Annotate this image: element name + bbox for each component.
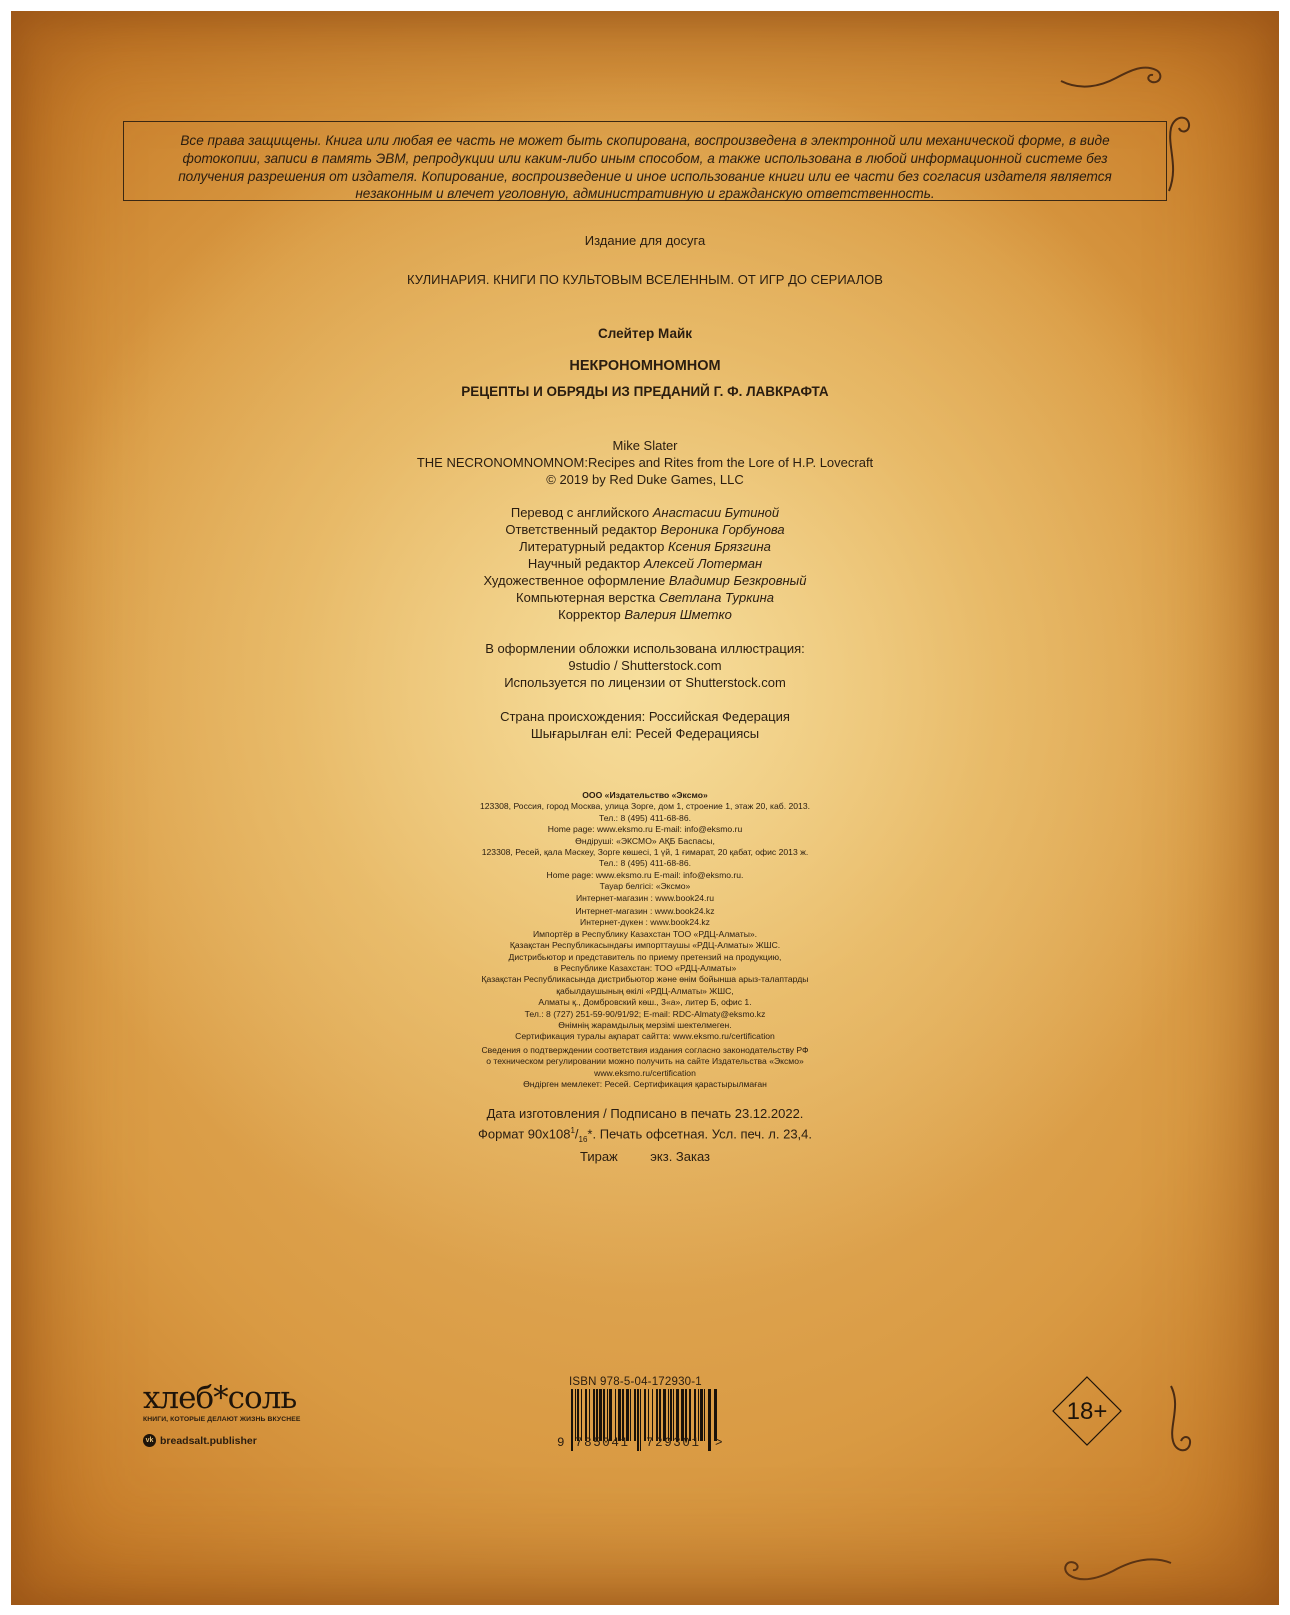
credit-role: Компьютерная верстка bbox=[516, 590, 656, 605]
barcode-bar bbox=[577, 1389, 579, 1441]
publisher-block-2 bbox=[11, 906, 1279, 1043]
barcode-bar bbox=[644, 1389, 646, 1441]
credit-row bbox=[11, 555, 1279, 572]
publisher-line: Home page: www.eksmo.ru E-mail: info@eksmo.ru bbox=[547, 824, 743, 835]
publisher-line: Қазақстан Республикасындағы импорттаушы «РДЦ-Алматы» ЖШС. bbox=[509, 940, 781, 951]
publisher-line: Алматы қ., Домбровский көш., 3«а», литер Б, офис 1. bbox=[538, 997, 752, 1008]
print-date: Дата изготовления / Подписано в печать 23.12.2022. bbox=[486, 1106, 804, 1121]
credit-row bbox=[11, 521, 1279, 538]
flourish-top-right-icon bbox=[1056, 56, 1166, 96]
barcode-bar bbox=[618, 1389, 621, 1441]
publisher-line: Дистрибьютор и представитель по приему претензий на продукцию, bbox=[508, 951, 782, 962]
publisher-block-3 bbox=[11, 1045, 1279, 1091]
publisher-line: Тел.: 8 (727) 251-59-90/91/92; E-mail: RDC-Almaty@eksmo.kz bbox=[524, 1008, 766, 1019]
book-title-ru: НЕКРОНОМНОМНОМ bbox=[569, 358, 721, 374]
barcode-bar bbox=[596, 1389, 598, 1441]
credit-row bbox=[11, 504, 1279, 521]
barcode-bar bbox=[673, 1389, 674, 1441]
print-info bbox=[11, 1105, 1279, 1165]
publisher-line: 123308, Ресей, қала Мәскеу, Зорге көшесі, 1 үй, 1 ғимарат, 20 қабат, офис 2013 ж. bbox=[481, 847, 809, 858]
barcode-bar bbox=[615, 1389, 616, 1441]
credit-role: Ответственный редактор bbox=[505, 522, 657, 537]
publisher-line: Тел.: 8 (495) 411-68-86. bbox=[599, 812, 691, 823]
credit-person: Валерия Шметко bbox=[624, 607, 732, 622]
copyright-notice-line: Все права защищены. Книга или любая ее часть не может быть скопирована, воспроизведена в электронной или механической форме, в виде bbox=[180, 133, 1110, 148]
credit-role: Корректор bbox=[558, 607, 621, 622]
barcode-bar bbox=[676, 1389, 679, 1441]
barcode-bar bbox=[704, 1389, 705, 1441]
copyright-notice bbox=[123, 121, 1167, 201]
credit-row bbox=[11, 538, 1279, 555]
original-author: Mike Slater bbox=[612, 438, 678, 453]
logo-tagline: КНИГИ, КОТОРЫЕ ДЕЛАЮТ ЖИЗНЬ ВКУСНЕЕ bbox=[143, 1416, 301, 1423]
publisher-line: Сведения о подтверждении соответствия издания согласно законодательству РФ bbox=[481, 1045, 809, 1055]
credit-person: Светлана Туркина bbox=[658, 590, 774, 605]
barcode-bar bbox=[689, 1389, 691, 1441]
age-rating-badge bbox=[1051, 1375, 1123, 1447]
publisher-line: www.eksmo.ru/certification bbox=[594, 1067, 696, 1078]
barcode-bar bbox=[585, 1389, 587, 1441]
flourish-bottom-right-icon bbox=[1051, 1551, 1181, 1591]
barcode-bar bbox=[599, 1389, 602, 1441]
publisher-line: Импортёр в Республику Казахстан ТОО «РДЦ-Алматы». bbox=[532, 928, 758, 939]
original-copyright: © 2019 by Red Duke Games, LLC bbox=[546, 472, 744, 487]
credit-row bbox=[11, 606, 1279, 623]
cover-illustration-line: 9studio / Shutterstock.com bbox=[568, 658, 722, 673]
credit-role: Художественное оформление bbox=[483, 573, 666, 588]
publisher-line: Тел.: 8 (495) 411-68-86. bbox=[599, 858, 691, 869]
origin-info bbox=[11, 708, 1279, 742]
publisher-block-1 bbox=[11, 790, 1279, 904]
vk-icon: vk bbox=[143, 1434, 156, 1447]
barcode-bar bbox=[603, 1389, 605, 1441]
edition-type: Издание для досуга bbox=[584, 233, 706, 248]
barcode-bar bbox=[593, 1389, 595, 1441]
barcode-bar bbox=[648, 1389, 649, 1441]
barcode-bar bbox=[681, 1389, 684, 1441]
origin-line: Страна происхождения: Российская Федерация bbox=[500, 709, 790, 724]
publisher-line: Сертификация туралы ақпарат сайтта: www.eksmo.ru/certification bbox=[515, 1031, 775, 1042]
barcode-bar bbox=[652, 1389, 653, 1441]
original-title: THE NECRONOMNOMNOM:Recipes and Rites from the Lore of H.P. Lovecraft bbox=[416, 455, 874, 470]
social-handle: breadsalt.publisher bbox=[160, 1434, 257, 1447]
credit-role: Перевод с английского bbox=[510, 505, 650, 520]
origin-line: Шығарылған елі: Ресей Федерациясы bbox=[530, 726, 760, 741]
publisher-line: Home page: www.eksmo.ru E-mail: info@eksmo.ru. bbox=[546, 869, 744, 880]
credit-role: Научный редактор bbox=[527, 556, 641, 571]
credits-list bbox=[11, 504, 1279, 623]
barcode-bar bbox=[685, 1389, 687, 1441]
barcode-bar bbox=[700, 1389, 703, 1441]
copyright-notice-line: фотокопии, записи в память ЭВМ, репродукции или каким-либо иным способом, а также использована в любой информационной системе без bbox=[182, 150, 1108, 166]
publisher-line: 123308, Россия, город Москва, улица Зорге, дом 1, строение 1, этаж 20, каб. 2013. bbox=[480, 801, 810, 812]
print-format: Формат $90x108^1/_{16}*$. Печать офсетная. Усл. печ. л. 23,4. bbox=[477, 1126, 813, 1144]
cover-illustration-line: В оформлении обложки использована иллюстрация: bbox=[485, 641, 805, 656]
barcode-bar bbox=[663, 1389, 666, 1441]
barcode-bar bbox=[626, 1389, 629, 1441]
credit-person: Ксения Брязгина bbox=[667, 539, 771, 554]
logo-name: хлеб*соль bbox=[143, 1380, 297, 1416]
circulation: Тираж экз. Заказ bbox=[579, 1148, 711, 1164]
credit-person: Анастасии Бутиной bbox=[652, 505, 780, 520]
credit-person: Владимир Безкровный bbox=[668, 573, 807, 588]
publisher-logo bbox=[143, 1380, 323, 1447]
age-rating-text: 18+ bbox=[1066, 1398, 1108, 1425]
barcode-bar bbox=[607, 1389, 608, 1441]
credit-row bbox=[11, 589, 1279, 606]
isbn-number: ISBN 978-5-04-172930-1 bbox=[569, 1376, 702, 1388]
publisher-line: Өнімнің жарамдылық мерзімі шектелмеген. bbox=[558, 1020, 732, 1031]
copyright-notice-line: незаконным и влечет уголовную, административную и гражданскую ответственность. bbox=[355, 186, 935, 202]
publisher-line: Тауар белгісі: «Эксмо» bbox=[599, 881, 691, 892]
barcode-bar bbox=[581, 1389, 582, 1441]
barcode-bar bbox=[694, 1389, 696, 1441]
copyright-notice-line: получения разрешения от издателя. Копирование, воспроизведение и иное использование книги или ее части без согласия издателя является bbox=[178, 168, 1112, 184]
publisher-line: Интернет-дүкен : www.book24.kz bbox=[580, 917, 710, 928]
publisher-line: Өндірген мемлекет: Ресей. Сертификация қарастырылмаған bbox=[523, 1079, 767, 1090]
publisher-line: о техническом регулировании можно получить на сайте Издательства «Эксмо» bbox=[486, 1056, 804, 1067]
author-ru: Слейтер Майк bbox=[597, 326, 693, 341]
publisher-line: Интернет-магазин : www.book24.ru bbox=[575, 892, 715, 903]
flourish-right-lower-icon bbox=[1159, 1381, 1199, 1461]
barcode-bar bbox=[698, 1389, 699, 1441]
barcode-bar bbox=[659, 1389, 661, 1441]
publisher-line: Өндіруші: «ЭКСМО» АҚБ Баспасы, bbox=[575, 835, 715, 846]
credit-person: Вероника Горбунова bbox=[660, 522, 785, 537]
barcode-bar bbox=[609, 1389, 612, 1441]
copyright-page bbox=[11, 11, 1279, 1605]
barcode-bar bbox=[668, 1389, 669, 1441]
publisher-line: қабылдаушының өкілі «РДЦ-Алматы» ЖШС, bbox=[556, 985, 734, 996]
publisher-line: Интернет-магазин : www.book24.kz bbox=[575, 906, 715, 916]
credit-person: Алексей Лотерман bbox=[643, 556, 763, 571]
publisher-line: Қазақстан Республикасында дистрибьютор және өнім бойынша арыз-талаптарды bbox=[481, 974, 809, 985]
cover-illustration-line: Используется по лицензии от Shutterstock.com bbox=[504, 675, 786, 690]
publisher-name: ООО «Издательство «Эксмо» bbox=[582, 790, 708, 800]
barcode-bar bbox=[670, 1389, 672, 1441]
barcode-bar bbox=[589, 1389, 590, 1441]
barcode-bar bbox=[575, 1389, 576, 1441]
credit-role: Литературный редактор bbox=[519, 539, 665, 554]
series-title: КУЛИНАРИЯ. КНИГИ ПО КУЛЬТОВЫМ ВСЕЛЕННЫМ. ОТ ИГР ДО СЕРИАЛОВ bbox=[407, 272, 883, 287]
publisher-line: в Республике Казахстан: ТОО «РДЦ-Алматы» bbox=[553, 963, 737, 974]
cover-illustration-info bbox=[11, 640, 1279, 691]
isbn-barcode bbox=[557, 1376, 723, 1450]
barcode-bar bbox=[714, 1389, 717, 1441]
barcode-bar bbox=[622, 1389, 624, 1441]
barcode-bar bbox=[630, 1389, 631, 1441]
credit-row bbox=[11, 572, 1279, 589]
book-subtitle-ru: РЕЦЕПТЫ И ОБРЯДЫ ИЗ ПРЕДАНИЙ Г. Ф. ЛАВКРАФТА bbox=[461, 384, 829, 399]
barcode-bar bbox=[634, 1389, 636, 1441]
barcode-bar bbox=[656, 1389, 658, 1441]
social-link[interactable] bbox=[143, 1434, 323, 1447]
barcode-digits: 9 785041 729301 > bbox=[557, 1436, 723, 1450]
